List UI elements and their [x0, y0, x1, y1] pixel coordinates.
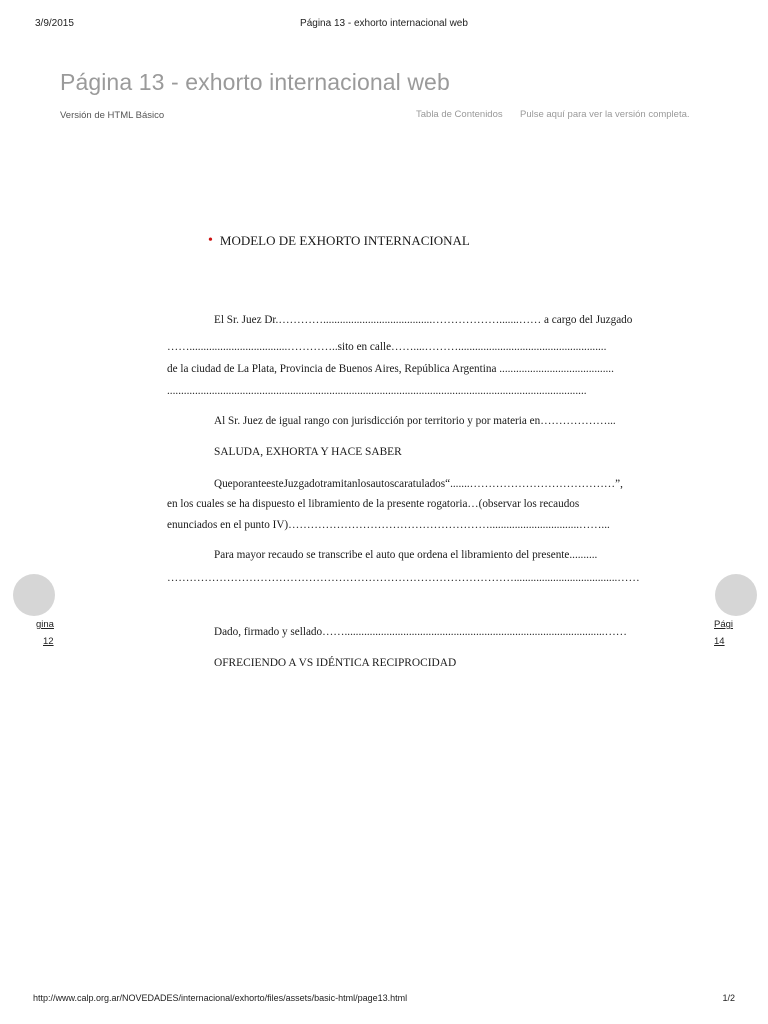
- bullet-icon: •: [208, 233, 213, 248]
- next-page-button[interactable]: [715, 574, 757, 616]
- doc-line: ………………………………………………………………………………….....................................……: [167, 572, 640, 584]
- doc-line: Para mayor recaudo se transcribe el auto que ordena el libramiento del presente..........: [214, 549, 598, 561]
- next-page-number[interactable]: 14: [714, 636, 725, 647]
- print-footer-url: http://www.calp.org.ar/NOVEDADES/internacional/exhorto/files/assets/basic-html/page13.html: [33, 993, 408, 1003]
- print-date: 3/9/2015: [35, 18, 74, 29]
- toc-link[interactable]: Tabla de Contenidos: [416, 109, 503, 120]
- doc-line: Al Sr. Juez de igual rango con jurisdicción por territorio y por materia en………………...: [214, 415, 616, 427]
- doc-line: El Sr. Juez Dr.………….......................................……………….......…… a cargo del Juzgado: [214, 314, 633, 326]
- print-title: Página 13 - exhorto internacional web: [300, 18, 468, 29]
- page-title: Página 13 - exhorto internacional web: [60, 69, 450, 95]
- prev-page-number[interactable]: 12: [43, 636, 54, 647]
- document-heading: [208, 233, 470, 249]
- prev-page-label[interactable]: gina: [36, 619, 54, 630]
- heading-text: MODELO DE EXHORTO INTERNACIONAL: [219, 233, 470, 248]
- prev-page-button[interactable]: [13, 574, 55, 616]
- full-version-link[interactable]: Pulse aquí para ver la versión completa.: [520, 109, 690, 120]
- doc-line: ……...................................…………..sito en calle……....……….....................................................: [167, 341, 607, 353]
- doc-line: QueporanteesteJuzgadotramitanlosautoscaratulados“.......…………………………………”,: [214, 478, 623, 490]
- doc-line: SALUDA, EXHORTA Y HACE SABER: [214, 446, 402, 458]
- doc-line: ......................................................................................................................................................: [167, 385, 587, 397]
- doc-line: de la ciudad de La Plata, Provincia de Buenos Aires, República Argentina .........................................: [167, 363, 614, 375]
- doc-line: OFRECIENDO A VS IDÉNTICA RECIPROCIDAD: [214, 657, 457, 669]
- print-footer-page: 1/2: [722, 993, 735, 1003]
- doc-line: Dado, firmado y sellado…….............................................................................................……: [214, 626, 627, 638]
- doc-line: enunciados en el punto IV)………………………………………………................................……...: [167, 519, 610, 531]
- html-version-label: Versión de HTML Básico: [60, 110, 165, 121]
- doc-line: en los cuales se ha dispuesto el libramiento de la presente rogatoria…(observar los recaudos: [167, 498, 580, 510]
- next-page-label[interactable]: Pági: [714, 619, 734, 630]
